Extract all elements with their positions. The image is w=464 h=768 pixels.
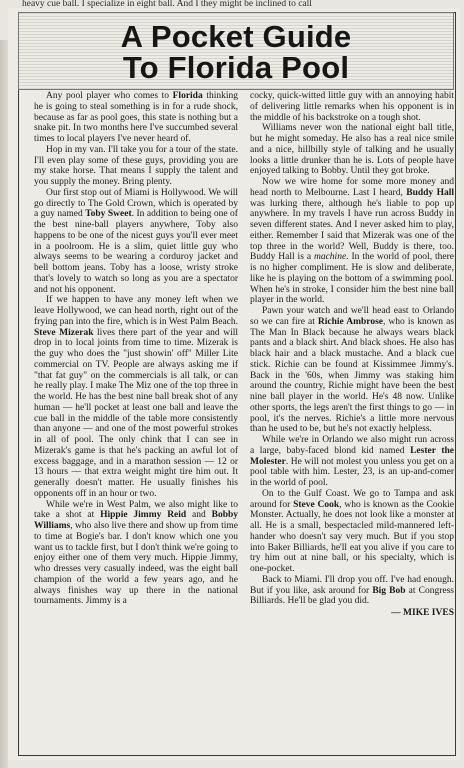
paragraph-text: thinking he is going to steal something is in for a rude shock, because as far as pool goes, this state is nothing but a snake pit. In two months here I've succumbed several times to local players I've never heard of. xyxy=(34,91,238,144)
paragraph-text: Our first stop out of Miami is Hollywood. We will go directly to The Gold Crown, which is operated by a guy named xyxy=(34,187,238,220)
paragraph-text: Back to Miami. I'll drop you off. I've had enough. But if you like, ask around for xyxy=(250,574,454,596)
previous-article-text-strip: heavy cue ball. I specialize in eight ball. And I they might be inclined to call xyxy=(22,0,312,8)
emphasis-text: machine xyxy=(313,252,347,263)
paragraph-text: , who is known as the Cookie Monster. Actually, he does not look like a monster at all. He is a small, bespectacled mild-mannered left-hander who doesn't say very much. But if you stop into Baker Billiards, he'll eat you alive if you care to try him out at nine ball, or his specialty, which is one-pocket. xyxy=(250,499,454,574)
paragraph-text: Hop in my van. I'll take you for a tour of the state. I'll even play some of these guys, providing you are my stake horse. That means I supply the talent and you supply the money. Bring plenty. xyxy=(34,144,238,187)
player-name: Steve Mizerak xyxy=(34,327,94,338)
player-name: Hippie Jimmy Reid xyxy=(100,510,187,521)
paragraph-text: . He will not molest you unless you get on a pool table with him. Lester, 23, is an up-and-comer in the world of pool. xyxy=(250,456,454,488)
paragraph-text: Any pool player who comes to xyxy=(46,91,173,101)
newspaper-clipping xyxy=(8,8,460,760)
article-paragraph xyxy=(34,188,238,296)
article-paragraph xyxy=(250,177,454,306)
paragraph-text: While we're in Orlando we also might run across a large, baby-faced blond kid named xyxy=(250,435,454,456)
paragraph-text: Pawn your watch and we'll head east to Orlando so we can fire at xyxy=(250,306,454,327)
left-column xyxy=(34,91,238,607)
article-paragraph xyxy=(34,91,238,145)
player-name: Bobby Williams xyxy=(34,510,239,531)
paragraph-text: , who also live there and show up from time to time at Bogie's bar. I don't know which one you want us to tackle first, but I don't think we're going to enjoy either one of them very much. Hippie Jimmy, who dresses very casually indeed, was the eight ball champion of the world a few years ago, and he always finishes way up there in the national tournaments. Jimmy is a xyxy=(34,521,238,607)
paragraph-text: . In the world of pool, there is no higher compliment. He is slow and deliberate, like he is playing on the bottom of a swimming pool. When he's in stroke, I consider him the best nine ball player in the world. xyxy=(250,252,454,306)
title-line-2: To Florida Pool xyxy=(122,50,350,85)
page-edge xyxy=(0,40,8,768)
article-paragraph xyxy=(34,500,238,608)
paragraph-text: was lurking there, although he's liable to pop up anywhere. In my travels I have run across Buddy in seven different states. And I never asked him to play, either. Remember I said that Mizerak was one of the top three in the world? Well, Buddy is there, too. Buddy Hall is a xyxy=(250,198,454,263)
paragraph-text: On to the Gulf Coast. We go to Tampa and ask around for xyxy=(250,488,454,510)
player-name: Toby Sweet xyxy=(85,209,132,220)
article-title xyxy=(39,21,433,83)
paragraph-text: cocky, quick-witted little guy with an annoying habit of delivering little remarks when his opponent is in the middle of his backstroke on a tough shot. xyxy=(250,91,454,123)
article-paragraph xyxy=(250,306,454,435)
player-name: Richie Ambrose xyxy=(317,316,384,327)
player-name: Florida xyxy=(172,91,203,101)
paragraph-text: If we happen to have any money left when we leave Hollywood, we can head north, right out of the frying pan into the fire, which is in West Palm Beach. xyxy=(34,295,238,327)
player-name: Buddy Hall xyxy=(406,187,454,198)
title-band xyxy=(18,12,454,90)
article-paragraph xyxy=(250,575,454,607)
title-line-1: A Pocket Guide xyxy=(120,19,352,54)
article-paragraph xyxy=(34,145,238,188)
player-name: Lester the Molester xyxy=(250,445,454,467)
right-column xyxy=(250,91,454,619)
paragraph-text: at Congress Billiards. He'll be glad you did. xyxy=(250,585,454,607)
paragraph-text: and xyxy=(186,510,212,521)
article-paragraph xyxy=(34,295,238,499)
article-paragraph xyxy=(250,91,454,123)
article-paragraph xyxy=(250,123,454,177)
player-name: Big Bob xyxy=(372,585,406,596)
paragraph-text: Williams never won the national eight ball title, but he might someday. He also has a real nice smile and a nice, hillbilly style of talking and he usually looks a little drunker than he is. Lots of people have enjoyed talking to Bobby. Until they got broke. xyxy=(250,123,454,177)
paragraph-text: While we're in West Palm, we also might like to take a shot at xyxy=(34,499,238,521)
article-paragraph xyxy=(250,489,454,575)
paragraph-text: , who is known as The Man In Black because he always wears black pants and a black shirt. And black shoes. He also has black hair and a black mustache. And a black cue stick. Richie can be found at Kissimmee Jimmy's. Back in the '60s, when Jimmy was staking him around the country, Richie might have been the best nine ball player in the world. He's 48 now. Unlike other sports, the legs aren't the first things to go — in pool, it's the nerves. Richie's a little more nervous than he used to be, but he's not exactly helpless. xyxy=(250,316,454,435)
author-byline: — MIKE IVES xyxy=(391,608,454,618)
paragraph-text: lives there part of the year and will drop in to local joints from time to time. Mizerak is the guy who does the "just showin' off" Miller Lite commercial on TV. People are always asking me if "that fat guy" on the commercials is all talk, or can he really play. I make The Miz one of the top three in the world. He has the best nine ball break shot of any human — he'll pocket at least one ball and leave the cue ball in the middle of the table more consistently than anyone — and one of the most powerful strokes in all of pool. The only chink that I can see in Mizerak's game is that he's packing an awful lot of excess baggage, and in a marathon session — 12 or 13 hours — that extra weight might tire him out. It generally doesn't matter. He usually finishes his opponents off in an hour or two. xyxy=(34,327,239,499)
paragraph-text: . In addition to being one of the best nine-ball players anywhere, Toby also happens to be one of the nicest guys you'll ever meet in a poolroom. He is a slim, quiet little guy who always seems to be wearing a corduroy jacket and bell bottom jeans. Toby has a loose, wristy stroke that's lovely to watch so long as you are a spectator and not his opponent. xyxy=(34,209,238,295)
article-paragraph xyxy=(250,435,454,489)
paragraph-text: Now we wire home for some more money and head north to Melbourne. Last I heard, xyxy=(250,177,454,198)
player-name: Steve Cook xyxy=(293,499,340,510)
